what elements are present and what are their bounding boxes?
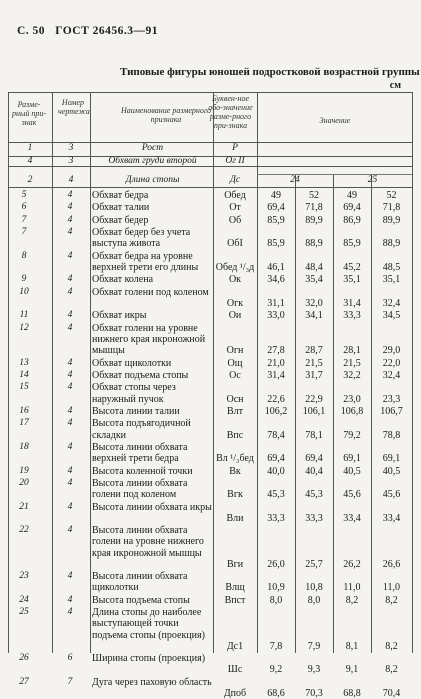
rank-cell: 5 xyxy=(21,190,27,200)
rank-cell: 8 xyxy=(21,250,27,261)
value-cell: 45,3 xyxy=(305,489,323,501)
value-cell: 33,0 xyxy=(267,310,285,322)
value-cell: 45,3 xyxy=(267,489,285,501)
rank-cell: 20 xyxy=(19,478,29,488)
name-cell: Обхват щиколотки xyxy=(92,357,172,369)
rank-cell: 25 xyxy=(19,607,29,618)
ref-symbol: Ог II xyxy=(225,156,245,166)
col-header-values: Значение xyxy=(319,116,351,125)
number-cell: 4 xyxy=(67,594,73,605)
value-cell: 69,4 xyxy=(343,202,361,214)
value-cell: 69,4 xyxy=(305,453,323,465)
name-cell: Обхват голени под коленом xyxy=(92,286,209,298)
value-cell: 8,0 xyxy=(307,594,321,606)
col-header-name: Наименование размерного признака xyxy=(120,106,211,124)
number-cell: 4 xyxy=(67,227,73,238)
rank-cell: 6 xyxy=(21,202,27,213)
col-header-symbol: Буквен-ное обо-значение разме-рного при-знака xyxy=(208,94,253,130)
number-cell: 4 xyxy=(67,357,73,368)
value-cell: 26,0 xyxy=(267,558,285,570)
name-cell: Обхват бедра xyxy=(92,190,149,201)
ref-number: 4 xyxy=(68,175,74,185)
value-cell: 21,5 xyxy=(343,357,361,369)
value-cell: 35,4 xyxy=(305,274,323,286)
rank-cell: 17 xyxy=(19,418,29,429)
rank-cell: 16 xyxy=(19,406,29,416)
rank-cell: 27 xyxy=(19,676,29,687)
symbol-cell: Влт xyxy=(226,406,244,417)
value-cell: 27,8 xyxy=(267,345,285,357)
value-cell: 9,1 xyxy=(345,664,359,676)
number-cell: 4 xyxy=(67,382,73,393)
value-cell: 69,1 xyxy=(343,453,361,465)
symbol-cell: Дпоб xyxy=(223,688,247,699)
number-cell: 4 xyxy=(67,418,73,429)
value-cell: 79,2 xyxy=(343,429,361,441)
name-cell: Обхват бедер без учета выступа живота xyxy=(92,227,191,250)
rank-cell: 7 xyxy=(21,227,27,238)
value-cell: 78,4 xyxy=(267,429,285,441)
symbol-cell: Ои xyxy=(228,310,242,322)
value-cell: 8,2 xyxy=(385,664,398,676)
value-cell: 86,9 xyxy=(343,214,361,226)
number-cell: 4 xyxy=(67,525,73,536)
value-cell: 8,2 xyxy=(345,594,359,606)
ref-name: Обхват груди второй xyxy=(108,156,197,166)
number-cell: 4 xyxy=(67,214,73,225)
value-cell: 69,4 xyxy=(267,202,285,214)
value-cell: 10,8 xyxy=(305,582,323,594)
value-cell: 46,1 xyxy=(267,262,285,273)
value-cell: 31,4 xyxy=(343,298,361,309)
rank-cell: 12 xyxy=(19,322,29,333)
value-cell: 35,1 xyxy=(343,274,361,286)
value-cell: 88,9 xyxy=(382,238,401,250)
rank-cell: 22 xyxy=(19,525,29,536)
value-cell: 23,3 xyxy=(382,393,401,405)
ref-number: 3 xyxy=(68,143,74,153)
value-cell: 33,4 xyxy=(343,512,361,524)
value-cell: 106,1 xyxy=(302,406,326,417)
value-cell: 40,0 xyxy=(267,465,285,477)
name-cell: Высота линии обхвата икры xyxy=(92,501,212,513)
number-cell: 6 xyxy=(67,653,73,664)
value-cell: 29,0 xyxy=(382,345,401,357)
number-cell: 4 xyxy=(67,322,73,333)
value-cell: 21,5 xyxy=(305,357,323,369)
rank-cell: 9 xyxy=(21,274,27,285)
name-cell: Обхват бедер xyxy=(92,214,149,226)
value-cell: 26,2 xyxy=(343,558,361,570)
value-cell: 40,4 xyxy=(305,465,323,477)
value-cell: 7,8 xyxy=(269,640,283,652)
symbol-cell: Огн xyxy=(226,345,244,357)
page-number: С. 50 xyxy=(17,25,46,37)
value-cell: 85,9 xyxy=(267,214,285,226)
symbol-cell: Ощ xyxy=(227,357,243,369)
symbol-cell: Вги xyxy=(226,558,244,570)
value-cell: 11,0 xyxy=(382,582,401,594)
value-cell: 45,6 xyxy=(382,489,401,501)
value-cell: 34,5 xyxy=(382,310,401,322)
value-cell: 45,6 xyxy=(343,489,361,501)
number-cell: 4 xyxy=(67,501,73,512)
rank-cell: 7 xyxy=(21,214,27,225)
symbol-cell: Осн xyxy=(226,393,244,405)
value-cell: 33,3 xyxy=(343,310,361,322)
rank-cell: 10 xyxy=(19,286,29,297)
value-cell: 88,9 xyxy=(305,238,323,250)
value-cell: 32,4 xyxy=(382,370,401,381)
value-cell: 70,3 xyxy=(305,688,323,699)
value-cell: 106,2 xyxy=(264,406,288,417)
number-cell: 4 xyxy=(67,406,73,416)
number-cell: 4 xyxy=(67,202,73,213)
name-cell: Высота линии обхвата голени под коленом xyxy=(92,478,188,501)
number-cell: 4 xyxy=(67,465,73,476)
name-cell: Высота подъягодичной складки xyxy=(92,418,191,441)
value-cell: 31,4 xyxy=(267,370,285,381)
value-cell: 26,6 xyxy=(382,558,401,570)
symbol-cell: Вл ¹/₃бед xyxy=(216,453,254,465)
value-cell: 48,4 xyxy=(305,262,323,273)
value-cell: 106,8 xyxy=(340,406,364,417)
symbol-cell: Впст xyxy=(224,594,246,606)
value-cell: 21,0 xyxy=(267,357,285,369)
value-cell: 40,5 xyxy=(343,465,361,477)
ref-value: 25 xyxy=(367,175,378,185)
number-cell: 4 xyxy=(67,286,73,297)
value-cell: 49 xyxy=(271,190,281,201)
symbol-cell: ОбI xyxy=(227,238,243,250)
value-cell: 35,1 xyxy=(382,274,401,286)
name-cell: Обхват стопы через наружный пучок xyxy=(92,382,176,405)
value-cell: 8,1 xyxy=(345,640,359,652)
name-cell: Обхват голени на уровне нижнего края икроножной мышцы xyxy=(92,322,206,357)
value-cell: 69,1 xyxy=(382,453,401,465)
symbol-cell: Впс xyxy=(226,429,244,441)
value-cell: 34,6 xyxy=(267,274,285,286)
ref-rank: 1 xyxy=(27,143,33,153)
number-cell: 4 xyxy=(67,190,73,200)
value-cell: 68,8 xyxy=(343,688,361,699)
value-cell: 49 xyxy=(347,190,357,201)
value-cell: 28,1 xyxy=(343,345,361,357)
value-cell: 40,5 xyxy=(382,465,401,477)
value-cell: 7,9 xyxy=(307,640,321,652)
rank-cell: 26 xyxy=(19,653,29,664)
symbol-cell: Вк xyxy=(229,465,241,477)
value-cell: 22,6 xyxy=(267,393,285,405)
value-cell: 8,2 xyxy=(385,594,398,606)
ref-rank: 4 xyxy=(27,156,33,166)
value-cell: 45,2 xyxy=(343,262,361,273)
rank-cell: 13 xyxy=(19,357,29,368)
name-cell: Ширина стопы (проекция) xyxy=(92,653,206,665)
name-cell: Высота линии талии xyxy=(92,406,180,417)
ref-rank: 2 xyxy=(27,175,33,185)
value-cell: 89,9 xyxy=(305,214,323,226)
rank-cell: 23 xyxy=(19,571,29,582)
number-cell: 7 xyxy=(67,676,73,687)
value-cell: 23,0 xyxy=(343,393,361,405)
table-caption: Типовые фигуры юношей подростковой возрастной группы xyxy=(120,66,420,78)
name-cell: Высота коленной точки xyxy=(92,465,193,477)
rank-cell: 14 xyxy=(19,370,29,380)
ref-name: Рост xyxy=(141,143,164,153)
col-header-rank: Разме-рный при-знак xyxy=(11,100,47,127)
value-cell: 9,2 xyxy=(269,664,283,676)
symbol-cell: Дс1 xyxy=(226,640,244,652)
symbol-cell: От xyxy=(229,202,241,214)
symbol-cell: Огк xyxy=(226,298,244,309)
name-cell: Обхват подъема стопы xyxy=(92,370,189,381)
value-cell: 31,7 xyxy=(305,370,323,381)
name-cell: Обхват бедра на уровне верхней трети его длины xyxy=(92,250,199,273)
name-cell: Обхват икры xyxy=(92,310,147,322)
column-divider xyxy=(90,92,91,653)
symbol-cell: Ос xyxy=(229,370,241,381)
value-cell: 11,0 xyxy=(343,582,361,594)
name-cell: Высота линии обхвата голени на уровне нижнего края икроножной мышцы xyxy=(92,525,204,559)
col-header-number: Номер чертежа xyxy=(58,98,90,116)
rank-cell: 11 xyxy=(19,310,29,321)
symbol-cell: Вли xyxy=(226,512,244,524)
name-cell: Обхват талии xyxy=(92,202,150,214)
value-cell: 85,9 xyxy=(343,238,361,250)
value-cell: 25,7 xyxy=(305,558,323,570)
value-cell: 8,0 xyxy=(269,594,283,606)
value-cell: 78,8 xyxy=(382,429,401,441)
value-cell: 70,4 xyxy=(382,688,401,699)
ref-value: 24 xyxy=(290,175,300,185)
number-cell: 4 xyxy=(67,478,73,488)
value-cell: 71,8 xyxy=(382,202,401,214)
value-cell: 33,3 xyxy=(267,512,285,524)
value-cell: 48,5 xyxy=(382,262,401,273)
symbol-cell: Влщ xyxy=(225,582,245,594)
number-cell: 4 xyxy=(67,310,73,321)
value-cell: 8,2 xyxy=(385,640,398,652)
value-cell: 85,9 xyxy=(267,238,285,250)
symbol-cell: Обед xyxy=(224,190,246,201)
symbol-cell: Вгк xyxy=(227,489,243,501)
value-cell: 52 xyxy=(309,190,319,201)
value-cell: 33,3 xyxy=(305,512,323,524)
name-cell: Высота подъема стопы xyxy=(92,594,190,606)
unit-label: см xyxy=(389,80,401,91)
value-cell: 78,1 xyxy=(305,429,323,441)
number-cell: 4 xyxy=(67,442,73,452)
symbol-cell: Об xyxy=(228,214,242,226)
rank-cell: 18 xyxy=(19,442,29,452)
name-cell: Длина стопы до наиболее выступающей точки подъема стопы (проекция) xyxy=(92,607,205,641)
value-cell: 52 xyxy=(386,190,397,201)
name-cell: Высота линии обхвата щиколотки xyxy=(92,571,188,594)
column-divider xyxy=(412,92,413,653)
number-cell: 4 xyxy=(67,250,73,261)
value-cell: 89,9 xyxy=(382,214,401,226)
rank-cell: 19 xyxy=(19,465,29,476)
value-cell: 10,9 xyxy=(267,582,285,594)
value-cell: 68,6 xyxy=(267,688,285,699)
value-cell: 33,4 xyxy=(382,512,401,524)
number-cell: 4 xyxy=(67,607,73,618)
row-divider xyxy=(8,166,412,167)
value-cell: 69,4 xyxy=(267,453,285,465)
number-cell: 4 xyxy=(67,571,73,582)
number-cell: 4 xyxy=(67,370,73,380)
symbol-cell: Обед ¹/₃д xyxy=(215,262,255,273)
name-cell: Дуга через паховую область xyxy=(92,676,212,688)
name-cell: Высота линии обхвата верхней трети бедра xyxy=(92,442,188,465)
value-cell: 22,0 xyxy=(382,357,401,369)
value-cell: 28,7 xyxy=(305,345,323,357)
value-cell: 32,4 xyxy=(382,298,401,309)
standard-code: ГОСТ 26456.3—91 xyxy=(55,25,159,37)
row-divider xyxy=(8,92,412,93)
page-header xyxy=(17,25,158,37)
ref-name: Длина стопы xyxy=(125,175,180,185)
value-cell: 9,3 xyxy=(307,664,321,676)
number-cell: 4 xyxy=(67,274,73,285)
symbol-cell: Шс xyxy=(227,664,243,676)
row-divider xyxy=(8,187,412,188)
value-cell: 31,1 xyxy=(267,298,285,309)
ref-number: 3 xyxy=(68,156,74,166)
rank-cell: 24 xyxy=(19,594,29,605)
symbol-cell: Ок xyxy=(228,274,242,286)
rank-cell: 21 xyxy=(19,501,29,512)
ref-symbol: Р xyxy=(232,143,238,153)
ref-symbol: Дс xyxy=(229,175,241,185)
rank-cell: 15 xyxy=(19,382,29,393)
value-cell: 32,0 xyxy=(305,298,323,309)
value-cell: 106,7 xyxy=(380,406,403,417)
value-cell: 22,9 xyxy=(305,393,323,405)
value-cell: 32,2 xyxy=(343,370,361,381)
value-cell: 71,8 xyxy=(305,202,323,214)
value-cell: 34,1 xyxy=(305,310,323,322)
name-cell: Обхват колена xyxy=(92,274,154,286)
